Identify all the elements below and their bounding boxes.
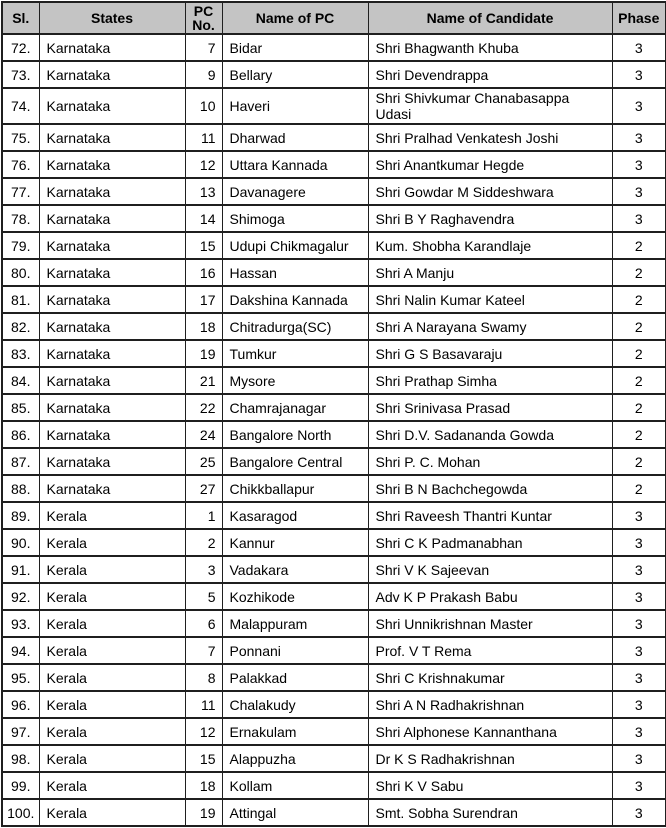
candidate-cell: Shri Gowdar M Siddeshwara [368, 178, 612, 205]
pc-name-cell: Uttara Kannada [222, 151, 368, 178]
state-cell: Kerala [39, 556, 185, 583]
table-row [2, 367, 666, 394]
table-row [2, 637, 666, 664]
state-cell: Kerala [39, 772, 185, 799]
phase-cell: 3 [612, 745, 666, 772]
pc-no-cell: 7 [185, 34, 222, 61]
pc-no-cell: 5 [185, 583, 222, 610]
pc-no-cell: 11 [185, 124, 222, 151]
pc-no-cell: 14 [185, 205, 222, 232]
phase-cell: 3 [612, 34, 666, 61]
phase-cell: 2 [612, 232, 666, 259]
phase-cell: 3 [612, 799, 666, 826]
state-cell: Kerala [39, 610, 185, 637]
sl-cell: 90. [2, 529, 39, 556]
candidate-list-document [0, 1, 666, 827]
sl-cell: 79. [2, 232, 39, 259]
pc-no-cell: 19 [185, 799, 222, 826]
phase-cell: 2 [612, 259, 666, 286]
pc-no-cell: 12 [185, 151, 222, 178]
candidate-cell: Shri A N Radhakrishnan [368, 691, 612, 718]
phase-cell: 2 [612, 394, 666, 421]
pc-no-cell: 17 [185, 286, 222, 313]
phase-cell: 3 [612, 88, 666, 124]
sl-cell: 85. [2, 394, 39, 421]
candidate-cell: Shri A Narayana Swamy [368, 313, 612, 340]
pc-name-cell: Hassan [222, 259, 368, 286]
pc-name-cell: Davanagere [222, 178, 368, 205]
candidate-cell: Shri Bhagwanth Khuba [368, 34, 612, 61]
sl-cell: 99. [2, 772, 39, 799]
state-cell: Kerala [39, 502, 185, 529]
table-body [2, 34, 666, 826]
pc-no-cell: 3 [185, 556, 222, 583]
sl-cell: 80. [2, 259, 39, 286]
state-cell: Karnataka [39, 34, 185, 61]
header-row [2, 2, 666, 34]
pc-name-cell: Haveri [222, 88, 368, 124]
pc-no-cell: 25 [185, 448, 222, 475]
pc-no-cell: 2 [185, 529, 222, 556]
sl-cell: 96. [2, 691, 39, 718]
pc-no-cell: 8 [185, 664, 222, 691]
phase-cell: 2 [612, 286, 666, 313]
state-cell: Karnataka [39, 205, 185, 232]
pc-name-cell: Chitradurga(SC) [222, 313, 368, 340]
pc-name-cell: Chikkballapur [222, 475, 368, 502]
state-cell: Kerala [39, 583, 185, 610]
state-cell: Karnataka [39, 232, 185, 259]
table-row [2, 691, 666, 718]
phase-cell: 3 [612, 610, 666, 637]
sl-cell: 76. [2, 151, 39, 178]
table-row [2, 151, 666, 178]
table-row [2, 205, 666, 232]
pc-name-cell: Mysore [222, 367, 368, 394]
phase-cell: 3 [612, 529, 666, 556]
sl-cell: 87. [2, 448, 39, 475]
pc-no-cell: 24 [185, 421, 222, 448]
table-row [2, 259, 666, 286]
candidate-cell: Shri K V Sabu [368, 772, 612, 799]
table-row [2, 556, 666, 583]
pc-no-cell: 6 [185, 610, 222, 637]
state-cell: Karnataka [39, 61, 185, 88]
phase-cell: 2 [612, 367, 666, 394]
pc-no-cell: 11 [185, 691, 222, 718]
sl-cell: 88. [2, 475, 39, 502]
sl-cell: 95. [2, 664, 39, 691]
pc-name-cell: Tumkur [222, 340, 368, 367]
state-cell: Kerala [39, 664, 185, 691]
candidate-cell: Shri C K Padmanabhan [368, 529, 612, 556]
state-cell: Kerala [39, 637, 185, 664]
pc-no-cell: 13 [185, 178, 222, 205]
state-cell: Karnataka [39, 448, 185, 475]
sl-cell: 74. [2, 88, 39, 124]
sl-cell: 84. [2, 367, 39, 394]
pc-no-cell: 12 [185, 718, 222, 745]
candidate-cell: Shri P. C. Mohan [368, 448, 612, 475]
phase-cell: 3 [612, 583, 666, 610]
pc-name-cell: Ponnani [222, 637, 368, 664]
pc-name-cell: Malappuram [222, 610, 368, 637]
state-cell: Kerala [39, 529, 185, 556]
sl-cell: 81. [2, 286, 39, 313]
candidate-cell: Kum. Shobha Karandlaje [368, 232, 612, 259]
table-row [2, 124, 666, 151]
state-cell: Karnataka [39, 475, 185, 502]
state-cell: Kerala [39, 799, 185, 826]
pc-no-cell: 27 [185, 475, 222, 502]
table-row [2, 664, 666, 691]
sl-cell: 92. [2, 583, 39, 610]
candidate-cell: Shri B Y Raghavendra [368, 205, 612, 232]
candidate-cell: Shri Unnikrishnan Master [368, 610, 612, 637]
state-cell: Karnataka [39, 151, 185, 178]
state-cell: Karnataka [39, 394, 185, 421]
table-row [2, 718, 666, 745]
candidate-cell: Shri Prathap Simha [368, 367, 612, 394]
phase-cell: 3 [612, 637, 666, 664]
pc-name-cell: Kozhikode [222, 583, 368, 610]
phase-cell: 3 [612, 502, 666, 529]
column-header-name-of-pc: Name of PC [222, 2, 368, 34]
candidate-cell: Shri Devendrappa [368, 61, 612, 88]
pc-name-cell: Udupi Chikmagalur [222, 232, 368, 259]
state-cell: Karnataka [39, 421, 185, 448]
table-row [2, 313, 666, 340]
state-cell: Karnataka [39, 259, 185, 286]
sl-cell: 94. [2, 637, 39, 664]
candidate-cell: Smt. Sobha Surendran [368, 799, 612, 826]
phase-cell: 2 [612, 448, 666, 475]
pc-no-cell: 16 [185, 259, 222, 286]
phase-cell: 3 [612, 61, 666, 88]
table-row [2, 799, 666, 826]
pc-name-cell: Ernakulam [222, 718, 368, 745]
pc-name-cell: Bangalore North [222, 421, 368, 448]
pc-no-cell: 18 [185, 772, 222, 799]
state-cell: Karnataka [39, 367, 185, 394]
candidate-cell: Prof. V T Rema [368, 637, 612, 664]
table-row [2, 34, 666, 61]
state-cell: Karnataka [39, 124, 185, 151]
candidate-cell: Shri Shivkumar Chanabasappa Udasi [368, 88, 612, 124]
sl-cell: 72. [2, 34, 39, 61]
phase-cell: 3 [612, 772, 666, 799]
sl-cell: 91. [2, 556, 39, 583]
pc-name-cell: Kollam [222, 772, 368, 799]
column-header-sl: Sl. [2, 2, 39, 34]
candidate-cell: Shri C Krishnakumar [368, 664, 612, 691]
phase-cell: 3 [612, 124, 666, 151]
candidate-cell: Shri G S Basavaraju [368, 340, 612, 367]
sl-cell: 83. [2, 340, 39, 367]
candidate-cell: Shri Nalin Kumar Kateel [368, 286, 612, 313]
pc-no-cell: 1 [185, 502, 222, 529]
sl-cell: 97. [2, 718, 39, 745]
state-cell: Karnataka [39, 313, 185, 340]
phase-cell: 2 [612, 421, 666, 448]
phase-cell: 3 [612, 178, 666, 205]
column-header-states: States [39, 2, 185, 34]
sl-cell: 77. [2, 178, 39, 205]
sl-cell: 78. [2, 205, 39, 232]
pc-no-cell: 15 [185, 232, 222, 259]
phase-cell: 3 [612, 691, 666, 718]
candidate-cell: Shri Srinivasa Prasad [368, 394, 612, 421]
pc-no-cell: 18 [185, 313, 222, 340]
sl-cell: 89. [2, 502, 39, 529]
pc-name-cell: Bidar [222, 34, 368, 61]
pc-name-cell: Vadakara [222, 556, 368, 583]
candidate-cell: Adv K P Prakash Babu [368, 583, 612, 610]
phase-cell: 2 [612, 313, 666, 340]
state-cell: Karnataka [39, 178, 185, 205]
table-row [2, 475, 666, 502]
table-row [2, 61, 666, 88]
candidate-cell: Shri B N Bachchegowda [368, 475, 612, 502]
column-header-pc-no: PC No. [185, 2, 222, 34]
column-header-name-of-candidate: Name of Candidate [368, 2, 612, 34]
state-cell: Karnataka [39, 340, 185, 367]
pc-no-cell: 21 [185, 367, 222, 394]
sl-cell: 82. [2, 313, 39, 340]
candidate-cell: Shri Anantkumar Hegde [368, 151, 612, 178]
table-row [2, 745, 666, 772]
table-row [2, 583, 666, 610]
pc-no-cell: 15 [185, 745, 222, 772]
table-row [2, 394, 666, 421]
state-cell: Kerala [39, 718, 185, 745]
phase-cell: 3 [612, 664, 666, 691]
table-row [2, 529, 666, 556]
sl-cell: 98. [2, 745, 39, 772]
pc-name-cell: Bellary [222, 61, 368, 88]
table-row [2, 340, 666, 367]
pc-name-cell: Shimoga [222, 205, 368, 232]
pc-no-cell: 19 [185, 340, 222, 367]
state-cell: Karnataka [39, 286, 185, 313]
phase-cell: 3 [612, 205, 666, 232]
table-row [2, 421, 666, 448]
column-header-phase: Phase [612, 2, 666, 34]
pc-name-cell: Bangalore Central [222, 448, 368, 475]
pc-name-cell: Chamrajanagar [222, 394, 368, 421]
pc-name-cell: Chalakudy [222, 691, 368, 718]
table-row [2, 232, 666, 259]
candidate-cell: Shri Pralhad Venkatesh Joshi [368, 124, 612, 151]
candidate-cell: Shri Raveesh Thantri Kuntar [368, 502, 612, 529]
pc-no-cell: 22 [185, 394, 222, 421]
pc-name-cell: Dakshina Kannada [222, 286, 368, 313]
sl-cell: 100. [2, 799, 39, 826]
table-row [2, 610, 666, 637]
candidate-cell: Dr K S Radhakrishnan [368, 745, 612, 772]
phase-cell: 3 [612, 151, 666, 178]
phase-cell: 2 [612, 475, 666, 502]
sl-cell: 75. [2, 124, 39, 151]
sl-cell: 86. [2, 421, 39, 448]
candidates-table [1, 1, 666, 827]
pc-name-cell: Alappuzha [222, 745, 368, 772]
state-cell: Kerala [39, 745, 185, 772]
pc-no-cell: 7 [185, 637, 222, 664]
state-cell: Karnataka [39, 88, 185, 124]
table-row [2, 286, 666, 313]
table-row [2, 772, 666, 799]
phase-cell: 3 [612, 556, 666, 583]
pc-name-cell: Kannur [222, 529, 368, 556]
candidate-cell: Shri Alphonese Kannanthana [368, 718, 612, 745]
phase-cell: 2 [612, 340, 666, 367]
pc-name-cell: Attingal [222, 799, 368, 826]
pc-name-cell: Kasaragod [222, 502, 368, 529]
pc-no-cell: 10 [185, 88, 222, 124]
pc-name-cell: Dharwad [222, 124, 368, 151]
pc-no-cell: 9 [185, 61, 222, 88]
table-row [2, 502, 666, 529]
phase-cell: 3 [612, 718, 666, 745]
table-row [2, 178, 666, 205]
sl-cell: 93. [2, 610, 39, 637]
state-cell: Kerala [39, 691, 185, 718]
pc-name-cell: Palakkad [222, 664, 368, 691]
table-row [2, 448, 666, 475]
table-row [2, 88, 666, 124]
candidate-cell: Shri A Manju [368, 259, 612, 286]
candidate-cell: Shri D.V. Sadananda Gowda [368, 421, 612, 448]
sl-cell: 73. [2, 61, 39, 88]
candidate-cell: Shri V K Sajeevan [368, 556, 612, 583]
